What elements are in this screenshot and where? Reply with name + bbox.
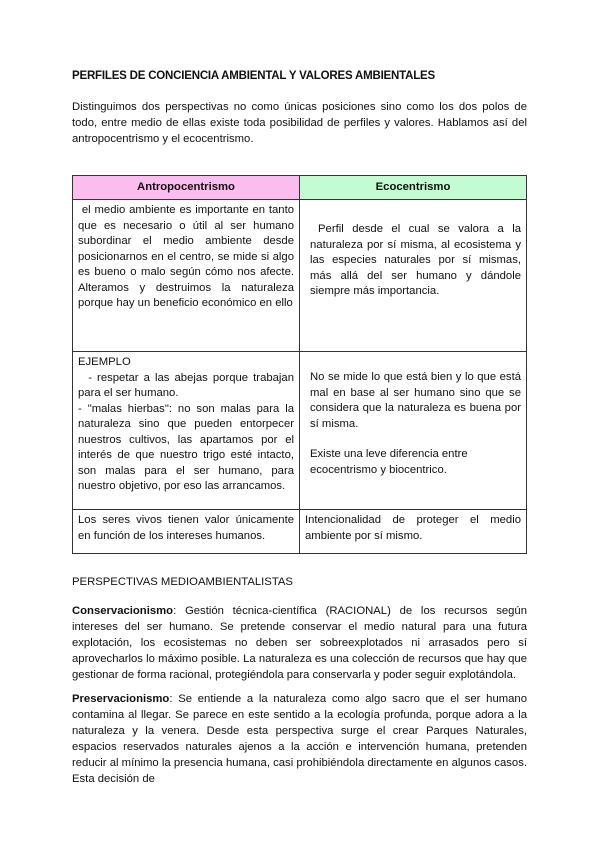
eco-paragraph: No se mide lo que está bien y lo que está mal en base al ser humano sino que se considera que la naturaleza es buena por sí misma. xyxy=(310,371,521,430)
comparison-table xyxy=(72,175,527,554)
term: Preservacionismo xyxy=(72,693,170,705)
example-item: - respetar a las abejas porque trabajan para el ser humano. xyxy=(78,371,298,399)
conservacionismo-paragraph xyxy=(72,603,527,683)
eco-paragraph: Existe una leve diferencia entre ecocentrismo y biocentrico. xyxy=(310,448,468,476)
cell-antropo-definition: el medio ambiente es importante en tanto que es necesario o útil al ser humano subordinar el medio ambiente desde posicionarnos en el centro, se mide si algo es bueno o malo según cómo nos afecte. Alteramos y destruimos la naturaleza porque hay un beneficio económico en ello xyxy=(73,200,300,352)
intro-paragraph: Distinguimos dos perspectivas no como únicas posiciones sino como los dos polos de todo, entre medio de ellas existe toda posibilidad de perfiles y valores. Hablamos así del antropocentrismo y el ecocentrismo. xyxy=(72,101,527,145)
definition: : Se entiende a la naturaleza como algo sacro que el ser humano contamina al llegar. Se parece en este sentido a la ecología profunda, porque adora a la naturaleza y la venera. Desde esta perspectiva surge el crear Parques Naturales, espacios reservados naturales ajenos a la acción e intervención humana, pretenden reducir al mínimo la presencia humana, casi prohibiéndola directamente en algunos casos. Esta decisión de xyxy=(72,693,527,785)
definition: : Gestión técnica-científica (RACIONAL) de los recursos según intereses del ser humano. Se pretende conservar el medio natural para una futura explotación, los ecosistemas no deben ser sobreexplotados ni arrasados pero sí aprovecharlos lo máximo posible. La naturaleza es una colección de recursos que hay que gestionar de forma racional, protegiéndola para conservarla y poder seguir explotándola. xyxy=(72,605,527,681)
header-antropocentrismo: Antropocentrismo xyxy=(73,176,300,200)
cell-antropo-example xyxy=(73,352,300,510)
section-title: PERSPECTIVAS MEDIOAMBIENTALISTAS xyxy=(72,576,293,588)
cell-eco-definition: Perfil desde el cual se valora a la naturaleza por sí misma, al ecosistema y las especies naturales por sí mismas, más allá del ser humano y dándole siempre más importancia. xyxy=(300,200,527,352)
example-item: - "malas hierbas": no son malas para la naturaleza sino que pueden entorpecer nuestros cultivos, las apartamos por el interés de que nuestro trigo esté intacto, son malas para el ser humano, para nuestro objetivo, por eso las arrancamos. xyxy=(78,402,294,492)
document-title: PERFILES DE CONCIENCIA AMBIENTAL Y VALORES AMBIENTALES xyxy=(72,70,435,82)
cell-antropo-summary: Los seres vivos tienen valor únicamente en función de los intereses humanos. xyxy=(73,510,300,554)
preservacionismo-paragraph xyxy=(72,691,527,787)
cell-eco-example xyxy=(300,352,527,510)
header-ecocentrismo: Ecocentrismo xyxy=(300,176,527,200)
example-heading: EJEMPLO xyxy=(78,356,131,368)
cell-eco-summary: Intencionalidad de proteger el medio ambiente por sí mismo. xyxy=(300,510,527,554)
term: Conservacionismo xyxy=(72,605,174,617)
